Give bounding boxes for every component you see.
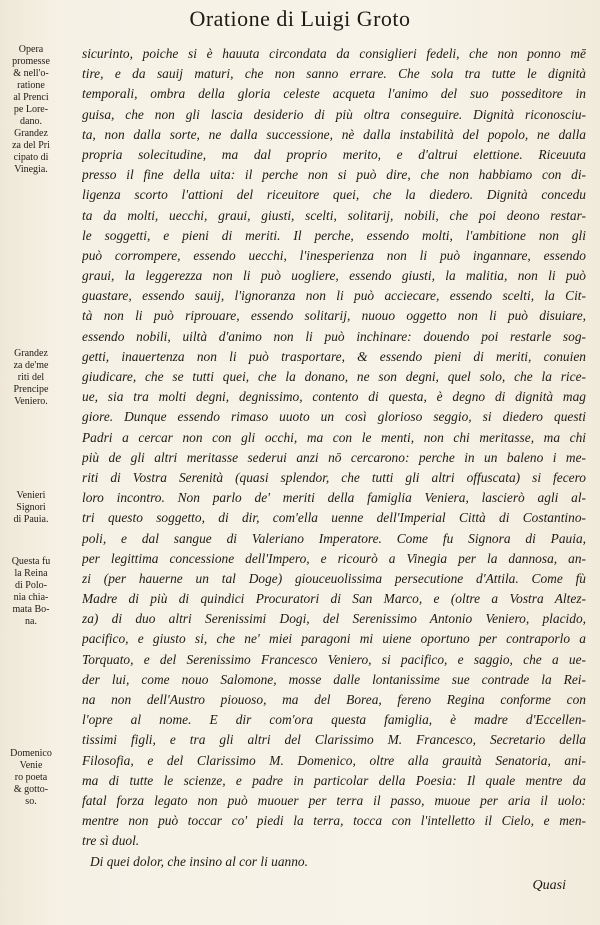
margin-note-grandezza-meriti — [2, 348, 60, 408]
margin-note-domenico-veniero — [2, 748, 60, 808]
text-line: giore. Dunque essendo rimaso uuoto un così glorioso seggio, si diedero questi — [82, 409, 586, 425]
margin-note-venieri-pauia — [2, 490, 60, 526]
margin-note-line: cipato di — [13, 152, 49, 163]
text-line: pacifico, e giusto si, che ne' miei paragoni mi uiene oportuno per contraporlo a — [82, 631, 586, 647]
text-line: Madre di più di quindici Procuratori di San Marco, e (oltre a Vostra Altez- — [82, 591, 586, 607]
margin-note-line: & nell'o- — [13, 68, 49, 79]
margin-note-line: Prencipe — [13, 384, 49, 395]
margin-note-opera-promesse — [2, 44, 60, 128]
text-line: poli, e dal sangue di Valeriano Imperatore. Come fu Signora di Pauia, — [82, 530, 586, 546]
margin-note-line: mata Bo- — [12, 604, 50, 615]
text-line: tire, e da sauij maturi, che non sanno errare. Che sola tra tutte le dignità — [82, 66, 586, 82]
text-line: tre sì duol. — [82, 833, 140, 849]
text-line: sicurinto, poiche si è hauuta circondata da consiglieri fedeli, che non ponno mē — [82, 46, 586, 61]
text-line: guastare, essendo sauij, l'ignoranza non li può acciecare, essendo scelti, la Cit- — [82, 288, 586, 304]
text-line: Filosofia, e del Clarissimo M. Domenico, oltre alla grauità Senatoria, ani- — [82, 752, 586, 768]
text-line: propria solecitudine, ma dal proprio merito, e d'altrui elettione. Riceuuta — [82, 146, 586, 162]
margin-note-line: Vinegia. — [14, 164, 48, 175]
text-line: riti di Vostra Serenità (quasi splendor, che tutti gli altri offuscata) si fecero — [82, 469, 586, 485]
margin-note-reina-polonia — [2, 556, 60, 628]
catchword: Quasi — [532, 878, 566, 893]
text-line: per legittima concessione dell'Impero, e ricourò a Vinegia per la dannosa, an- — [82, 550, 586, 566]
oration-text — [82, 44, 586, 872]
text-line: mentre non può toccar co' piedi la terra, tocca con l'intelletto il Cielo, e men- — [82, 813, 586, 829]
text-line: giudicare, che se tutti quei, che la donano, ne son degni, quel solo, che la rice- — [82, 369, 586, 384]
text-line: le soggetti, e pieni di meriti. Il perche, essendo molti, l'ambitione non gli — [82, 227, 586, 243]
text-line: na non dell'Austro piouoso, ma del Borea, fereno Regina conforme con — [82, 692, 586, 707]
margin-note-line: di Pauia. — [13, 514, 49, 525]
text-line: Padri a cercar non con gli occhi, ma con le menti, non chi meritasse, ma chi — [82, 429, 586, 445]
margin-note-line: za del Pri — [12, 140, 50, 151]
running-head: Oratione di Luigi Groto — [189, 6, 411, 31]
margin-note-line: Venie — [19, 760, 43, 771]
text-line: l'opre al nome. E dir com'ora questa famiglia, è madre d'Eccellen- — [82, 712, 586, 728]
margin-note-line: promesse — [12, 56, 50, 67]
text-line: getti, inauertenza non li può trasportare, & essendo pieni di meriti, conuien — [82, 348, 586, 364]
margin-note-line: al Prenci — [13, 92, 49, 103]
margin-note-line: Venieri — [16, 490, 46, 501]
text-line: tissimi figli, e tra gli altri del Clarissimo M. Francesco, Secretario della — [82, 732, 586, 748]
text-line: loro incontro. Non parlo de' meriti della famiglia Veniera, lascierò agli al- — [82, 490, 586, 506]
text-line: ue, sia tra molti degni, degnissimo, contento di questa, è degno di dignità mag — [82, 389, 586, 405]
text-line: Di quei dolor, che insino al cor li uanno. — [90, 853, 308, 869]
text-line: tri questo soggetto, di dir, com'ella uenne dell'Imperial Città di Costantino- — [82, 510, 586, 526]
margin-note-line: Grandez — [14, 128, 48, 139]
margin-note-line: ratione — [17, 80, 45, 91]
text-line: ta da molti, uecchi, graui, giusti, scelti, solitarij, nobili, che poi deono restar- — [82, 207, 586, 223]
margin-note-line: nia chia- — [13, 592, 49, 603]
text-line: presso il fine della uita: il perche non si può dire, che non habbiamo con di- — [82, 167, 586, 183]
margin-note-line: dano. — [20, 116, 42, 127]
margin-note-line: Questa fu — [11, 556, 51, 567]
text-line: zi (per hauerne un tal Doge) giouceuolissima persecutione d'Attila. Come fù — [82, 570, 586, 586]
text-line: più de gli altri meritasse sederui anzi nō cercarono: perche in un baleno i me- — [82, 449, 586, 465]
text-line: guisa, che non gli lascia desiderio di più oltra conseguire. Dignità riconosciu- — [82, 106, 586, 122]
margin-note-line: Signori — [16, 502, 46, 513]
margin-note-line: ro poeta — [14, 772, 48, 783]
margin-note-line: pe Lore- — [13, 104, 49, 115]
text-line: essendo nobili, uiltà d'animo non li può inchinare: douendo poi restarle sog- — [82, 328, 586, 344]
margin-note-line: di Polo- — [15, 580, 47, 591]
margin-note-line: Grandez — [14, 348, 48, 359]
text-line: fatal forza legato non può muouer per terra il passo, muoue per aria il uolo: — [82, 792, 586, 808]
text-line: temporali, ombra della gloria celeste acqueta l'animo del suo posseditore in — [82, 86, 586, 102]
text-line: tà non li può riprouare, essendo solitarij, nuouo oggetto non li può disuiare, — [82, 308, 586, 324]
text-line: ligenza scorto l'attioni del riceuitore quei, che la diedero. Dignità concedu — [82, 187, 586, 203]
margin-note-line: riti del — [17, 372, 45, 383]
text-line: ta, non dalla sorte, ne dalla successione, nè dalla instabilità del popolo, ne dalla — [82, 126, 586, 142]
text-line: graui, la leggerezza non li può uogliere, essendo giusti, la malitia, non li può — [82, 268, 586, 284]
margin-note-line: na. — [25, 616, 37, 627]
margin-note-line: la Reina — [14, 568, 48, 579]
text-line: può corrompere, essendo uecchi, l'inesperienza non li può ingannare, essendo — [82, 247, 586, 263]
margin-note-grandezza-principato — [2, 128, 60, 176]
margin-note-line: Opera — [18, 44, 44, 55]
margin-note-line: so. — [25, 796, 37, 807]
text-line: der lui, come nouo Salomone, mosse dalle lontanissime sue contrade la Rei- — [82, 671, 586, 687]
margin-note-line: Veniero. — [14, 396, 48, 407]
margin-note-line: za de'me — [13, 360, 49, 371]
text-line: za) di duo altri Serenissimi Dogi, del Serenissimo Antonio Veniero, placido, — [82, 611, 586, 627]
text-line: ma di tutte le scienze, e padre in particolar della Poesia: Il quale mentre da — [82, 772, 586, 788]
text-line: Torquato, e del Serenissimo Francesco Veniero, si pacifico, e saggio, che a ue- — [82, 651, 586, 667]
margin-note-line: Domenico — [10, 748, 52, 759]
margin-note-line: & gotto- — [13, 784, 49, 795]
